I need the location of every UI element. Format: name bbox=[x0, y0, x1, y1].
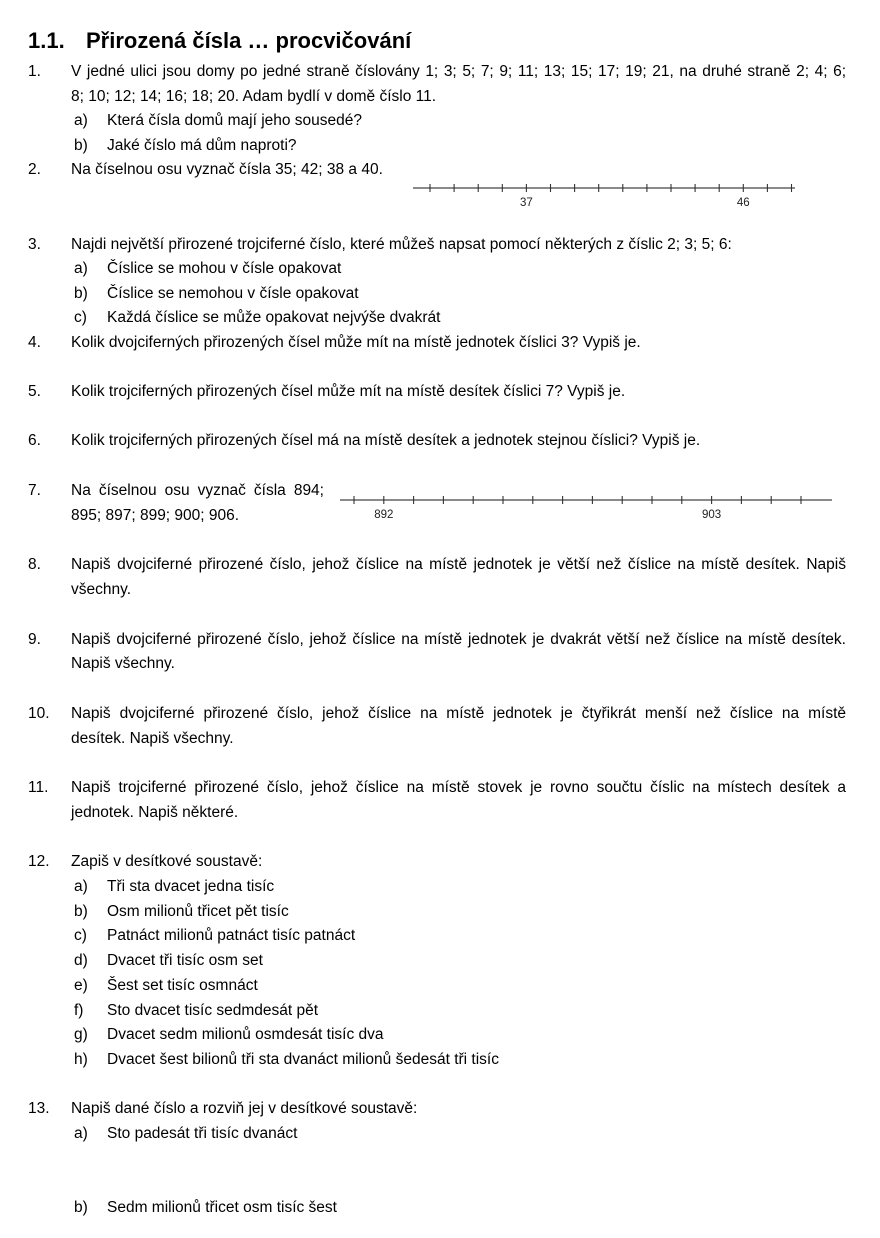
subitem-label: a) bbox=[74, 878, 88, 895]
problem-text: 895; 897; 899; 900; 906. bbox=[71, 507, 240, 524]
subitem-text: Sedm milionů třicet osm tisíc šest bbox=[107, 1199, 337, 1216]
problem-number: 1. bbox=[28, 63, 41, 80]
problem-text: Napiš všechny. bbox=[71, 655, 175, 672]
subitem-text: Sto padesát tři tisíc dvanáct bbox=[107, 1125, 298, 1142]
problem-text: Kolik dvojciferných přirozených čísel může mít na místě jednotek číslici 3? Vypiš je. bbox=[71, 334, 641, 351]
subitem-text: Číslice se mohou v čísle opakovat bbox=[107, 260, 342, 277]
subitem-label: a) bbox=[74, 1125, 88, 1142]
problem-text: 8; 10; 12; 14; 16; 18; 20. Adam bydlí v domě číslo 11. bbox=[71, 88, 437, 105]
subitem-text: Sto dvacet tisíc sedmdesát pět bbox=[107, 1002, 319, 1019]
problem-number: 13. bbox=[28, 1100, 50, 1117]
subitem-text: Dvacet šest bilionů tři sta dvanáct milionů šedesát tři tisíc bbox=[107, 1051, 499, 1068]
problem-text: Kolik trojciferných přirozených čísel má na místě desítek a jednotek stejnou číslici? Vypiš je. bbox=[71, 432, 701, 449]
page-title bbox=[28, 26, 411, 56]
subitem-text: Dvacet sedm milionů osmdesát tisíc dva bbox=[107, 1026, 384, 1043]
subitem-label: b) bbox=[74, 285, 88, 302]
problem-text: Napiš dvojciferné přirozené číslo, jehož číslice na místě jednotek je větší než číslice na místě desítek. Napiš bbox=[71, 556, 846, 573]
problem-text: všechny. bbox=[71, 581, 132, 598]
subitem-label: c) bbox=[74, 927, 87, 944]
section-title: Přirozená čísla … procvičování bbox=[86, 28, 412, 53]
axis-label: 37 bbox=[520, 197, 533, 209]
problem-number: 11. bbox=[28, 779, 49, 796]
subitem-label: a) bbox=[74, 260, 88, 277]
problem-number: 7. bbox=[28, 482, 41, 499]
subitem-label: d) bbox=[74, 952, 88, 969]
subitem-label: h) bbox=[74, 1051, 88, 1068]
problem-text: desítek. Napiš všechny. bbox=[71, 730, 234, 747]
subitem-text: Dvacet tři tisíc osm set bbox=[107, 952, 263, 969]
problem-text: Najdi největší přirozené trojciferné číslo, které můžeš napsat pomocí některých z číslic 2; 3; 5; 6: bbox=[71, 236, 732, 253]
problem-text: V jedné ulici jsou domy po jedné straně číslovány 1; 3; 5; 7; 9; 11; 13; 15; 17; 19; 21, na druhé straně 2; 4; 6; bbox=[71, 63, 846, 80]
problem-number: 5. bbox=[28, 383, 41, 400]
subitem-text: Patnáct milionů patnáct tisíc patnáct bbox=[107, 927, 356, 944]
subitem-label: a) bbox=[74, 112, 88, 129]
problem-number: 10. bbox=[28, 705, 50, 722]
axis-label: 892 bbox=[374, 509, 394, 521]
subitem-label: b) bbox=[74, 903, 88, 920]
subitem-label: e) bbox=[74, 977, 88, 994]
axis-label: 46 bbox=[736, 197, 750, 209]
axis-label: 903 bbox=[702, 509, 722, 521]
problem-text: Kolik trojciferných přirozených čísel může mít na místě desítek číslici 7? Vypiš je. bbox=[71, 383, 626, 400]
number-line bbox=[340, 492, 834, 524]
subitem-label: f) bbox=[74, 1002, 84, 1019]
problem-number: 2. bbox=[28, 161, 41, 178]
problem-number: 3. bbox=[28, 236, 41, 253]
problem-number: 6. bbox=[28, 432, 41, 449]
problem-text: Napiš dvojciferné přirozené číslo, jehož číslice na místě jednotek je dvakrát větší než číslice na místě desítek. bbox=[71, 631, 846, 648]
problem-text: jednotek. Napiš některé. bbox=[71, 804, 239, 821]
section-number: 1.1. bbox=[28, 28, 65, 53]
subitem-label: b) bbox=[74, 1199, 88, 1216]
subitem-text: Každá číslice se může opakovat nejvýše dvakrát bbox=[107, 309, 441, 326]
subitem-text: Jaké číslo má dům naproti? bbox=[107, 137, 297, 154]
problem-text: Napiš dané číslo a rozviň jej v desítkové soustavě: bbox=[71, 1100, 418, 1117]
subitem-label: b) bbox=[74, 137, 88, 154]
subitem-label: g) bbox=[74, 1026, 88, 1043]
problem-text: Na číselnou osu vyznač čísla 894; bbox=[71, 482, 324, 499]
problem-number: 4. bbox=[28, 334, 41, 351]
subitem-text: Číslice se nemohou v čísle opakovat bbox=[107, 285, 359, 302]
problem-text: Zapiš v desítkové soustavě: bbox=[71, 853, 263, 870]
problem-number: 12. bbox=[28, 853, 50, 870]
problem-text: Na číselnou osu vyznač čísla 35; 42; 38 a 40. bbox=[71, 161, 383, 178]
problem-text: Napiš trojciferné přirozené číslo, jehož číslice na místě stovek je rovno součtu číslic na místech desítek a bbox=[71, 779, 846, 796]
problem-text: Napiš dvojciferné přirozené číslo, jehož číslice na místě jednotek je čtyřikrát menší než číslice na místě bbox=[71, 705, 846, 722]
problem-number: 8. bbox=[28, 556, 41, 573]
subitem-text: Šest set tisíc osmnáct bbox=[107, 977, 258, 994]
subitem-label: c) bbox=[74, 309, 87, 326]
problem-number: 9. bbox=[28, 631, 41, 648]
subitem-text: Osm milionů třicet pět tisíc bbox=[107, 903, 289, 920]
subitem-text: Tři sta dvacet jedna tisíc bbox=[107, 878, 275, 895]
subitem-text: Která čísla domů mají jeho sousedé? bbox=[107, 112, 363, 129]
number-line bbox=[413, 180, 797, 212]
